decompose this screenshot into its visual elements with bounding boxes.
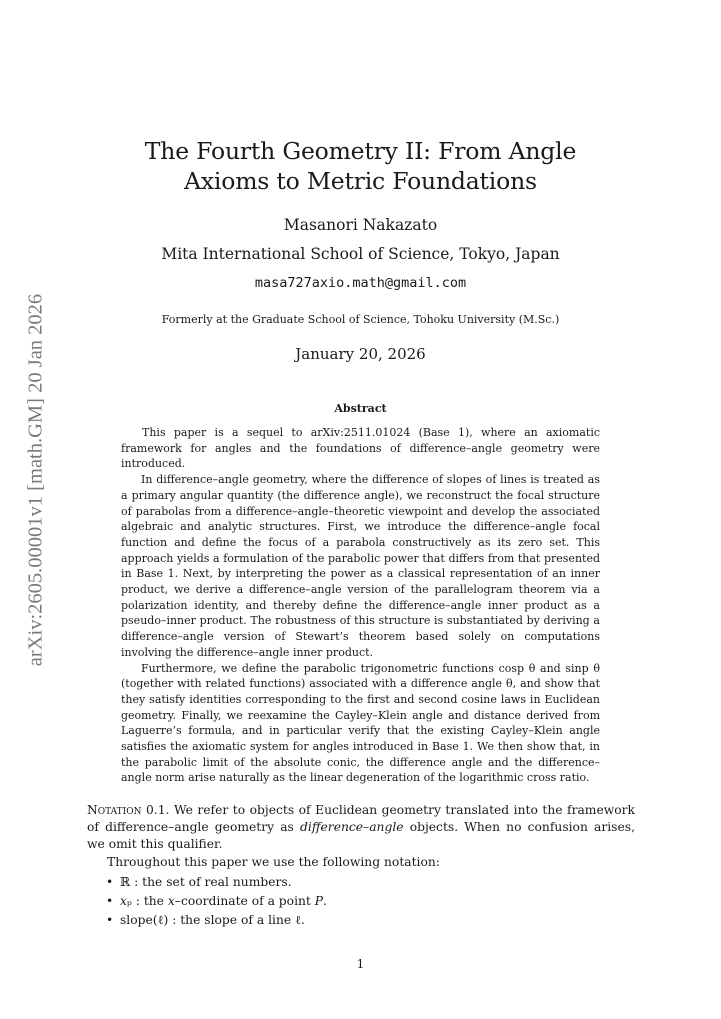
notation-text: We refer to objects of Euclidean geometry translated into the framework of difference–angle geometry as — [87, 803, 635, 835]
author-affiliation: Mita International School of Science, Tokyo, Japan — [161, 245, 560, 263]
notation-label: Notation 0.1. — [87, 803, 170, 817]
arxiv-identifier-stamp — [16, 280, 56, 680]
notation-text: objects. When no confusion arises, we omit this qualifier. — [87, 820, 635, 852]
notation-list-item: • 𝑥ₚ : the 𝑥–coordinate of a point 𝑃. — [106, 892, 635, 911]
author-email: masa727axio.math@gmail.com — [254, 275, 467, 291]
notation-list-item: • slope(ℓ) : the slope of a line ℓ. — [106, 911, 635, 930]
abstract-paragraph: This paper is a sequel to arXiv:2511.01024 (Base 1), where an axiomatic framework for angles and the foundations of difference–angle geometry were introduced. — [121, 426, 600, 471]
abstract-heading: Abstract — [334, 402, 387, 415]
abstract-body — [121, 425, 600, 786]
abstract-paragraph: Furthermore, we define the parabolic trigonometric functions cosp θ and sinp θ (together with related functions) associated with a difference angle θ, and show that they satisfy identities corresponding to the first and second cosine laws in Euclidean geometry. Finally, we reexamine the Cayley–Klein angle and distance derived from Laguerre’s formula, and in particular verify that the existing Cayley–Klein angle satisfies the axiomatic system for angles introduced in Base 1. We then show that, in the parabolic limit of the absolute conic, the difference angle and the difference–angle norm arise naturally as the linear degeneration of the logarithmic cross ratio. — [121, 661, 600, 785]
paper-title: The Fourth Geometry II: From Angle Axioms to Metric Foundations — [144, 137, 577, 195]
notation-definition — [87, 802, 635, 854]
page-number: 1 — [356, 957, 365, 971]
notation-emphasis: difference–angle — [300, 820, 404, 835]
author-name: Masanori Nakazato — [283, 216, 438, 234]
notation-intro: Throughout this paper we use the following notation: — [107, 854, 440, 869]
notation-list — [87, 873, 635, 930]
publication-date: January 20, 2026 — [295, 345, 426, 363]
arxiv-identifier-text: arXiv:2605.00001v1 [math.GM] 20 Jan 2026 — [24, 293, 47, 667]
notation-list-item: • ℝ : the set of real numbers. — [106, 873, 635, 892]
notation-block — [87, 802, 635, 930]
abstract-paragraph: In difference–angle geometry, where the difference of slopes of lines is treated as a primary angular quantity (the difference angle), we reconstruct the focal structure of parabolas from a difference–angle–theoretic viewpoint and develop the associated algebraic and analytic structures. First, we introduce the difference–angle focal function and define the focus of a parabola constructively as its zero set. This approach yields a formulation of the parabolic power that differs from that presented in Base 1. Next, by interpreting the power as a classical representation of an inner product, we derive a difference–angle version of the parallelogram theorem via a polarization identity, and thereby define the difference–angle inner product as a pseudo–inner product. The robustness of this structure is substantiated by deriving a difference–angle version of Stewart’s theorem based solely on computations involving the difference–angle inner product. — [121, 473, 600, 659]
former-affiliation-note: Formerly at the Graduate School of Science, Tohoku University (M.Sc.) — [161, 313, 560, 326]
